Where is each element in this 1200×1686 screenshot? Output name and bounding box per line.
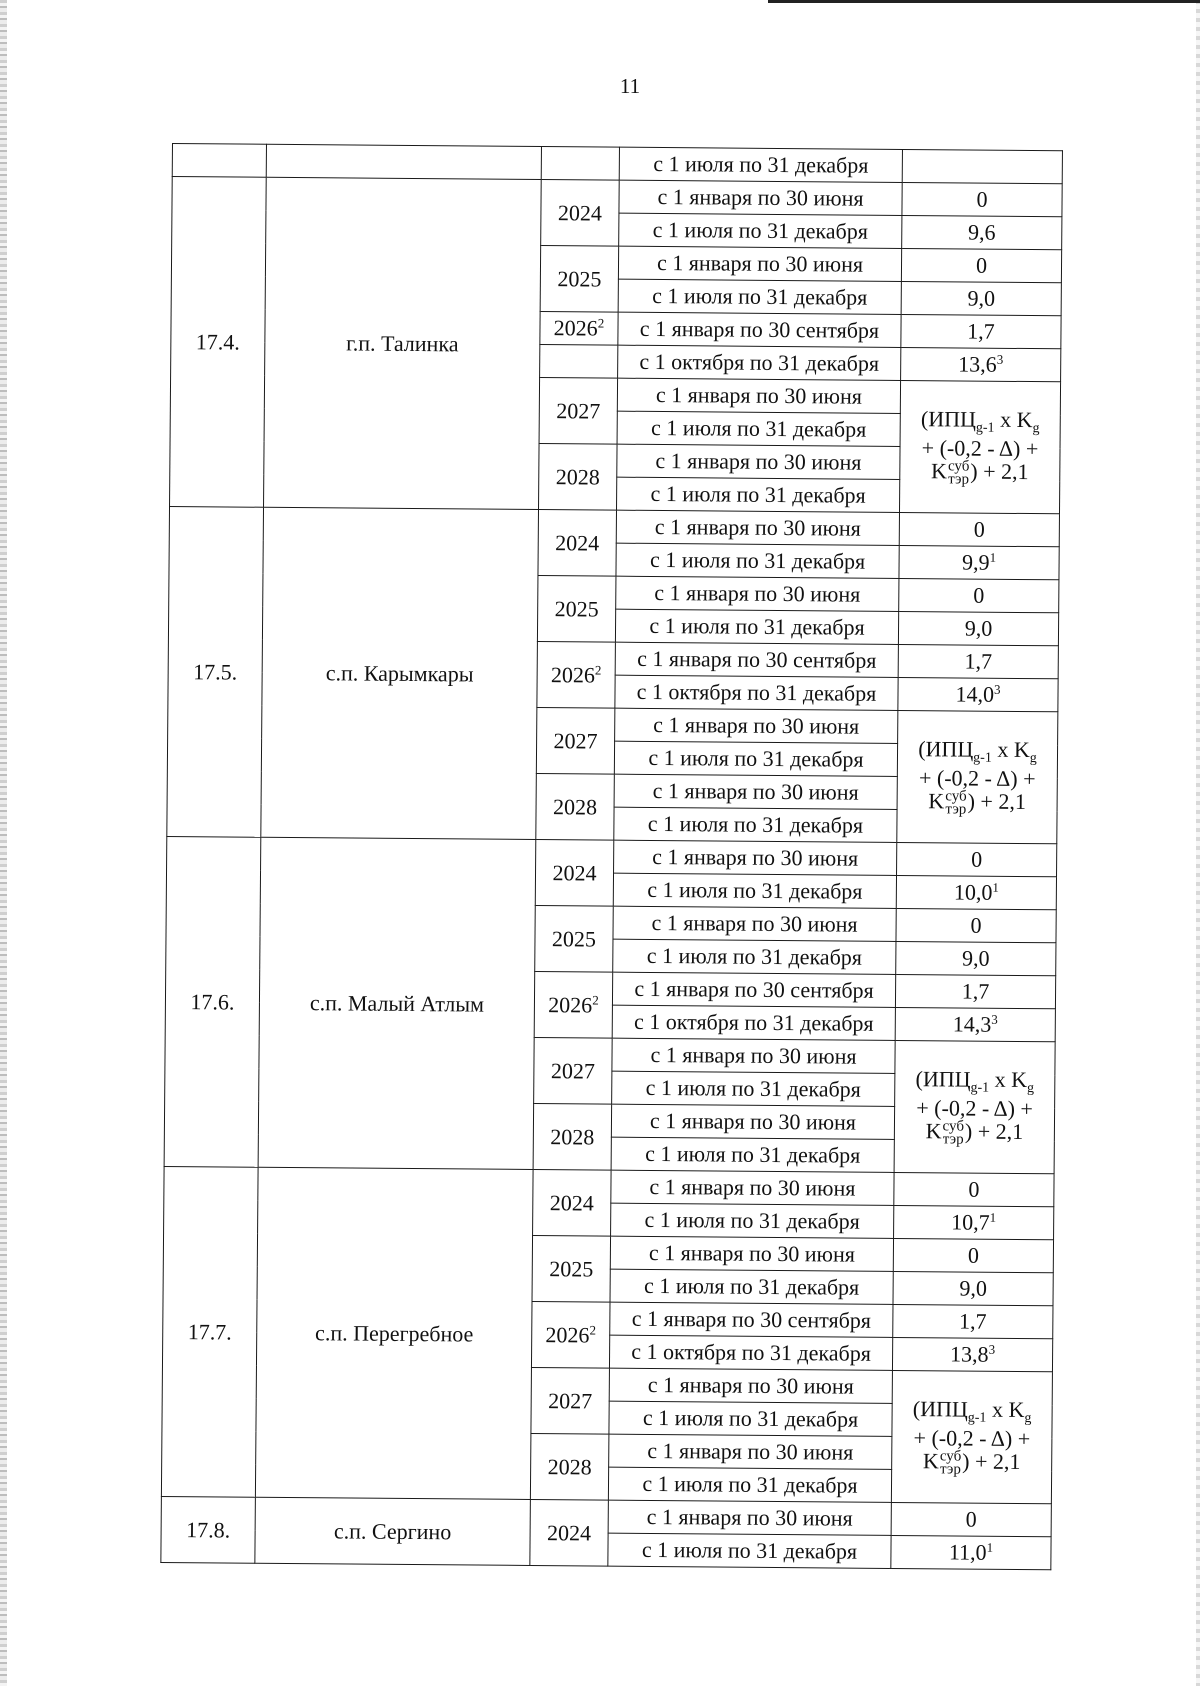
year-cell: 2024	[535, 840, 614, 907]
footnote-mark: 2	[597, 315, 605, 332]
name-cell: с.п. Малый Атлым	[258, 837, 536, 1169]
year-cell: 2024	[530, 1499, 609, 1566]
period-cell: с 1 января по 30 июня	[617, 444, 900, 479]
footnote-mark: 3	[996, 352, 1004, 368]
page-number: 11	[619, 74, 641, 98]
value-cell	[899, 545, 1059, 579]
value-cell	[896, 875, 1056, 909]
period-cell: с 1 января по 30 сентября	[612, 972, 895, 1007]
value-cell	[891, 1535, 1051, 1569]
scan-edge-left	[0, 0, 7, 1686]
period-cell: с 1 июля по 31 декабря	[609, 1401, 892, 1436]
period-cell: с 1 октября по 31 декабря	[612, 1005, 895, 1040]
formula-line-1: ($ИПЦ_{g-1}$ x $K_g$	[915, 1066, 1035, 1097]
period-cell: с 1 января по 30 июня	[619, 180, 902, 215]
value-cell: 0	[896, 908, 1056, 942]
year-cell: 2024	[541, 180, 620, 247]
year-cell: 2025	[532, 1235, 611, 1302]
code-cell: 17.7.	[161, 1166, 258, 1497]
period-cell: с 1 июля по 31 декабря	[608, 1467, 891, 1502]
year-cell: 2024	[538, 510, 617, 577]
name-cell: г.п. Талинка	[264, 177, 542, 509]
value-text: 13,6	[958, 351, 997, 378]
value-cell: 9,6	[902, 215, 1062, 249]
code-cell	[172, 144, 266, 178]
value-cell	[898, 677, 1058, 711]
period-cell: с 1 января по 30 сентября	[610, 1302, 893, 1337]
period-cell: с 1 июля по 31 декабря	[617, 411, 900, 446]
code-cell: 17.5.	[167, 506, 264, 837]
value-cell: 9,0	[893, 1271, 1053, 1305]
period-cell: с 1 января по 30 сентября	[615, 642, 898, 677]
year-cell	[534, 972, 613, 1039]
period-cell: с 1 июля по 31 декабря	[611, 1137, 894, 1172]
period-cell: с 1 июля по 31 декабря	[615, 609, 898, 644]
year-cell: 2028	[530, 1433, 609, 1500]
tariff-table	[160, 143, 1063, 1570]
name-cell	[266, 144, 541, 179]
period-cell: с 1 января по 30 июня	[611, 1104, 894, 1139]
year-cell: 2025	[540, 246, 619, 313]
period-cell: с 1 июля по 31 декабря	[619, 147, 902, 182]
value-text: 11,0	[948, 1539, 987, 1566]
formula-cell	[899, 380, 1060, 513]
footnote-mark: 1	[986, 1540, 994, 1556]
year-text: 2026	[545, 1322, 590, 1348]
year-text: 2026	[550, 662, 596, 688]
period-cell: с 1 января по 30 сентября	[618, 312, 901, 347]
value-cell: 0	[899, 512, 1059, 546]
formula-line-2: + (-0,2 - Δ) +	[916, 1094, 1033, 1121]
value-cell: 0	[897, 842, 1057, 876]
top-border-line	[768, 0, 1200, 3]
footnote-mark: 2	[592, 992, 599, 1008]
period-cell: с 1 июля по 31 декабря	[618, 279, 901, 314]
value-cell	[902, 149, 1062, 183]
value-text: 9,9	[961, 549, 990, 576]
year-cell	[541, 147, 619, 181]
period-cell: с 1 января по 30 июня	[616, 510, 899, 545]
period-cell: с 1 января по 30 июня	[608, 1500, 891, 1535]
year-cell: 2027	[531, 1367, 610, 1434]
footnote-mark: 3	[993, 682, 1001, 698]
formula-line-2: + (-0,2 - Δ) +	[913, 1424, 1031, 1451]
period-cell: с 1 июля по 31 декабря	[612, 1071, 895, 1106]
scan-edge-right	[1196, 0, 1200, 1686]
table-row	[167, 836, 1057, 876]
period-cell: с 1 июля по 31 декабря	[613, 939, 896, 974]
code-cell: 17.8.	[161, 1496, 256, 1563]
formula-line-2: + (-0,2 - Δ) +	[918, 764, 1036, 791]
value-cell	[895, 1007, 1055, 1041]
period-cell: с 1 июля по 31 декабря	[619, 213, 902, 248]
footnote-mark: 3	[991, 1012, 998, 1028]
footnote-mark: 1	[992, 880, 999, 896]
value-text: 14,0	[955, 681, 995, 708]
year-cell: 2028	[536, 774, 615, 841]
formula-line-3: K суб тэр ) + 2,1	[922, 1448, 1021, 1478]
period-cell: с 1 октября по 31 декабря	[609, 1335, 892, 1370]
code-cell: 17.4.	[170, 177, 267, 508]
year-cell: 2025	[535, 906, 614, 973]
value-cell	[892, 1337, 1052, 1371]
period-cell: с 1 июля по 31 декабря	[613, 873, 896, 908]
period-cell: с 1 января по 30 июня	[609, 1368, 892, 1403]
period-cell: с 1 января по 30 июня	[613, 906, 896, 941]
formula-line-3: K суб тэр ) + 2,1	[925, 1118, 1024, 1148]
formula-line-1: ($ИПЦ_{g-1}$ x $K_g$	[920, 406, 1040, 437]
table-row	[164, 1166, 1054, 1206]
period-cell: с 1 января по 30 июня	[618, 246, 901, 281]
value-cell: 1,7	[901, 314, 1061, 348]
period-cell: с 1 января по 30 июня	[612, 1038, 895, 1073]
year-cell: 2028	[533, 1103, 612, 1170]
formula-line-3: K суб тэр ) + 2,1	[930, 458, 1029, 488]
value-cell: 0	[899, 578, 1059, 612]
value-cell: 0	[901, 248, 1061, 282]
year-cell: 2027	[536, 708, 615, 775]
year-text: 2026	[553, 315, 598, 341]
year-cell	[537, 642, 616, 709]
period-cell: с 1 июля по 31 декабря	[608, 1533, 891, 1568]
value-cell: 0	[893, 1238, 1053, 1272]
formula-line-3: K суб тэр ) + 2,1	[928, 788, 1026, 818]
year-cell: 2028	[539, 444, 618, 511]
period-cell: с 1 июля по 31 декабря	[610, 1269, 893, 1304]
table-row	[172, 177, 1062, 217]
year-cell: 2025	[537, 576, 616, 643]
period-cell: с 1 января по 30 июня	[614, 840, 897, 875]
period-cell: с 1 января по 30 июня	[616, 576, 899, 611]
year-cell: 2027	[534, 1038, 613, 1105]
formula-line-1: ($ИПЦ_{g-1}$ x $K_g$	[912, 1396, 1032, 1427]
period-cell: с 1 января по 30 июня	[614, 774, 897, 809]
table-row	[169, 506, 1059, 546]
value-text: 14,3	[952, 1011, 992, 1038]
value-cell	[894, 1205, 1054, 1239]
value-text: 13,8	[949, 1341, 989, 1368]
value-text: 10,7	[951, 1209, 990, 1236]
year-cell	[531, 1301, 610, 1368]
value-cell: 1,7	[893, 1304, 1053, 1338]
period-cell: с 1 октября по 31 декабря	[618, 345, 901, 380]
period-cell: с 1 января по 30 июня	[617, 378, 900, 413]
period-cell: с 1 июля по 31 декабря	[611, 1203, 894, 1238]
formula-line-2: + (-0,2 - Δ) +	[921, 434, 1039, 461]
year-cell	[540, 312, 618, 346]
footnote-mark: 2	[594, 662, 602, 678]
formula-cell	[897, 710, 1058, 843]
formula-cell	[894, 1040, 1055, 1173]
name-cell: с.п. Перегребное	[255, 1167, 533, 1499]
formula-line-1: ($ИПЦ_{g-1}$ x $K_g$	[918, 736, 1037, 767]
value-cell: 9,0	[901, 281, 1061, 315]
value-cell: 9,0	[898, 611, 1058, 645]
period-cell: с 1 октября по 31 декабря	[615, 675, 898, 710]
footnote-mark: 2	[589, 1322, 597, 1338]
period-cell: с 1 января по 30 июня	[609, 1434, 892, 1469]
table-row	[161, 1496, 1051, 1536]
value-cell	[901, 347, 1061, 381]
period-cell: с 1 июля по 31 декабря	[614, 741, 897, 776]
year-cell	[540, 345, 618, 379]
footnote-mark: 3	[988, 1342, 996, 1358]
footnote-mark: 1	[989, 1210, 997, 1226]
value-cell: 1,7	[895, 974, 1055, 1008]
period-cell: с 1 января по 30 июня	[615, 708, 898, 743]
year-cell: 2027	[539, 378, 618, 445]
period-cell: с 1 июля по 31 декабря	[617, 477, 900, 512]
year-cell: 2024	[533, 1169, 612, 1236]
name-cell: с.п. Сергино	[255, 1497, 531, 1565]
value-cell: 9,0	[896, 941, 1056, 975]
year-text: 2026	[548, 992, 593, 1018]
formula-cell	[891, 1370, 1052, 1503]
value-cell: 1,7	[898, 644, 1058, 678]
value-text: 10,0	[953, 879, 993, 906]
period-cell: с 1 июля по 31 декабря	[614, 807, 897, 842]
period-cell: с 1 января по 30 июня	[611, 1170, 894, 1205]
period-cell: с 1 июля по 31 декабря	[616, 543, 899, 578]
value-cell: 0	[894, 1172, 1054, 1206]
footnote-mark: 1	[989, 550, 997, 566]
value-cell: 0	[902, 182, 1062, 216]
period-cell: с 1 января по 30 июня	[610, 1236, 893, 1271]
name-cell: с.п. Карымкары	[261, 507, 539, 839]
code-cell: 17.6.	[164, 836, 261, 1167]
value-cell: 0	[891, 1502, 1051, 1536]
